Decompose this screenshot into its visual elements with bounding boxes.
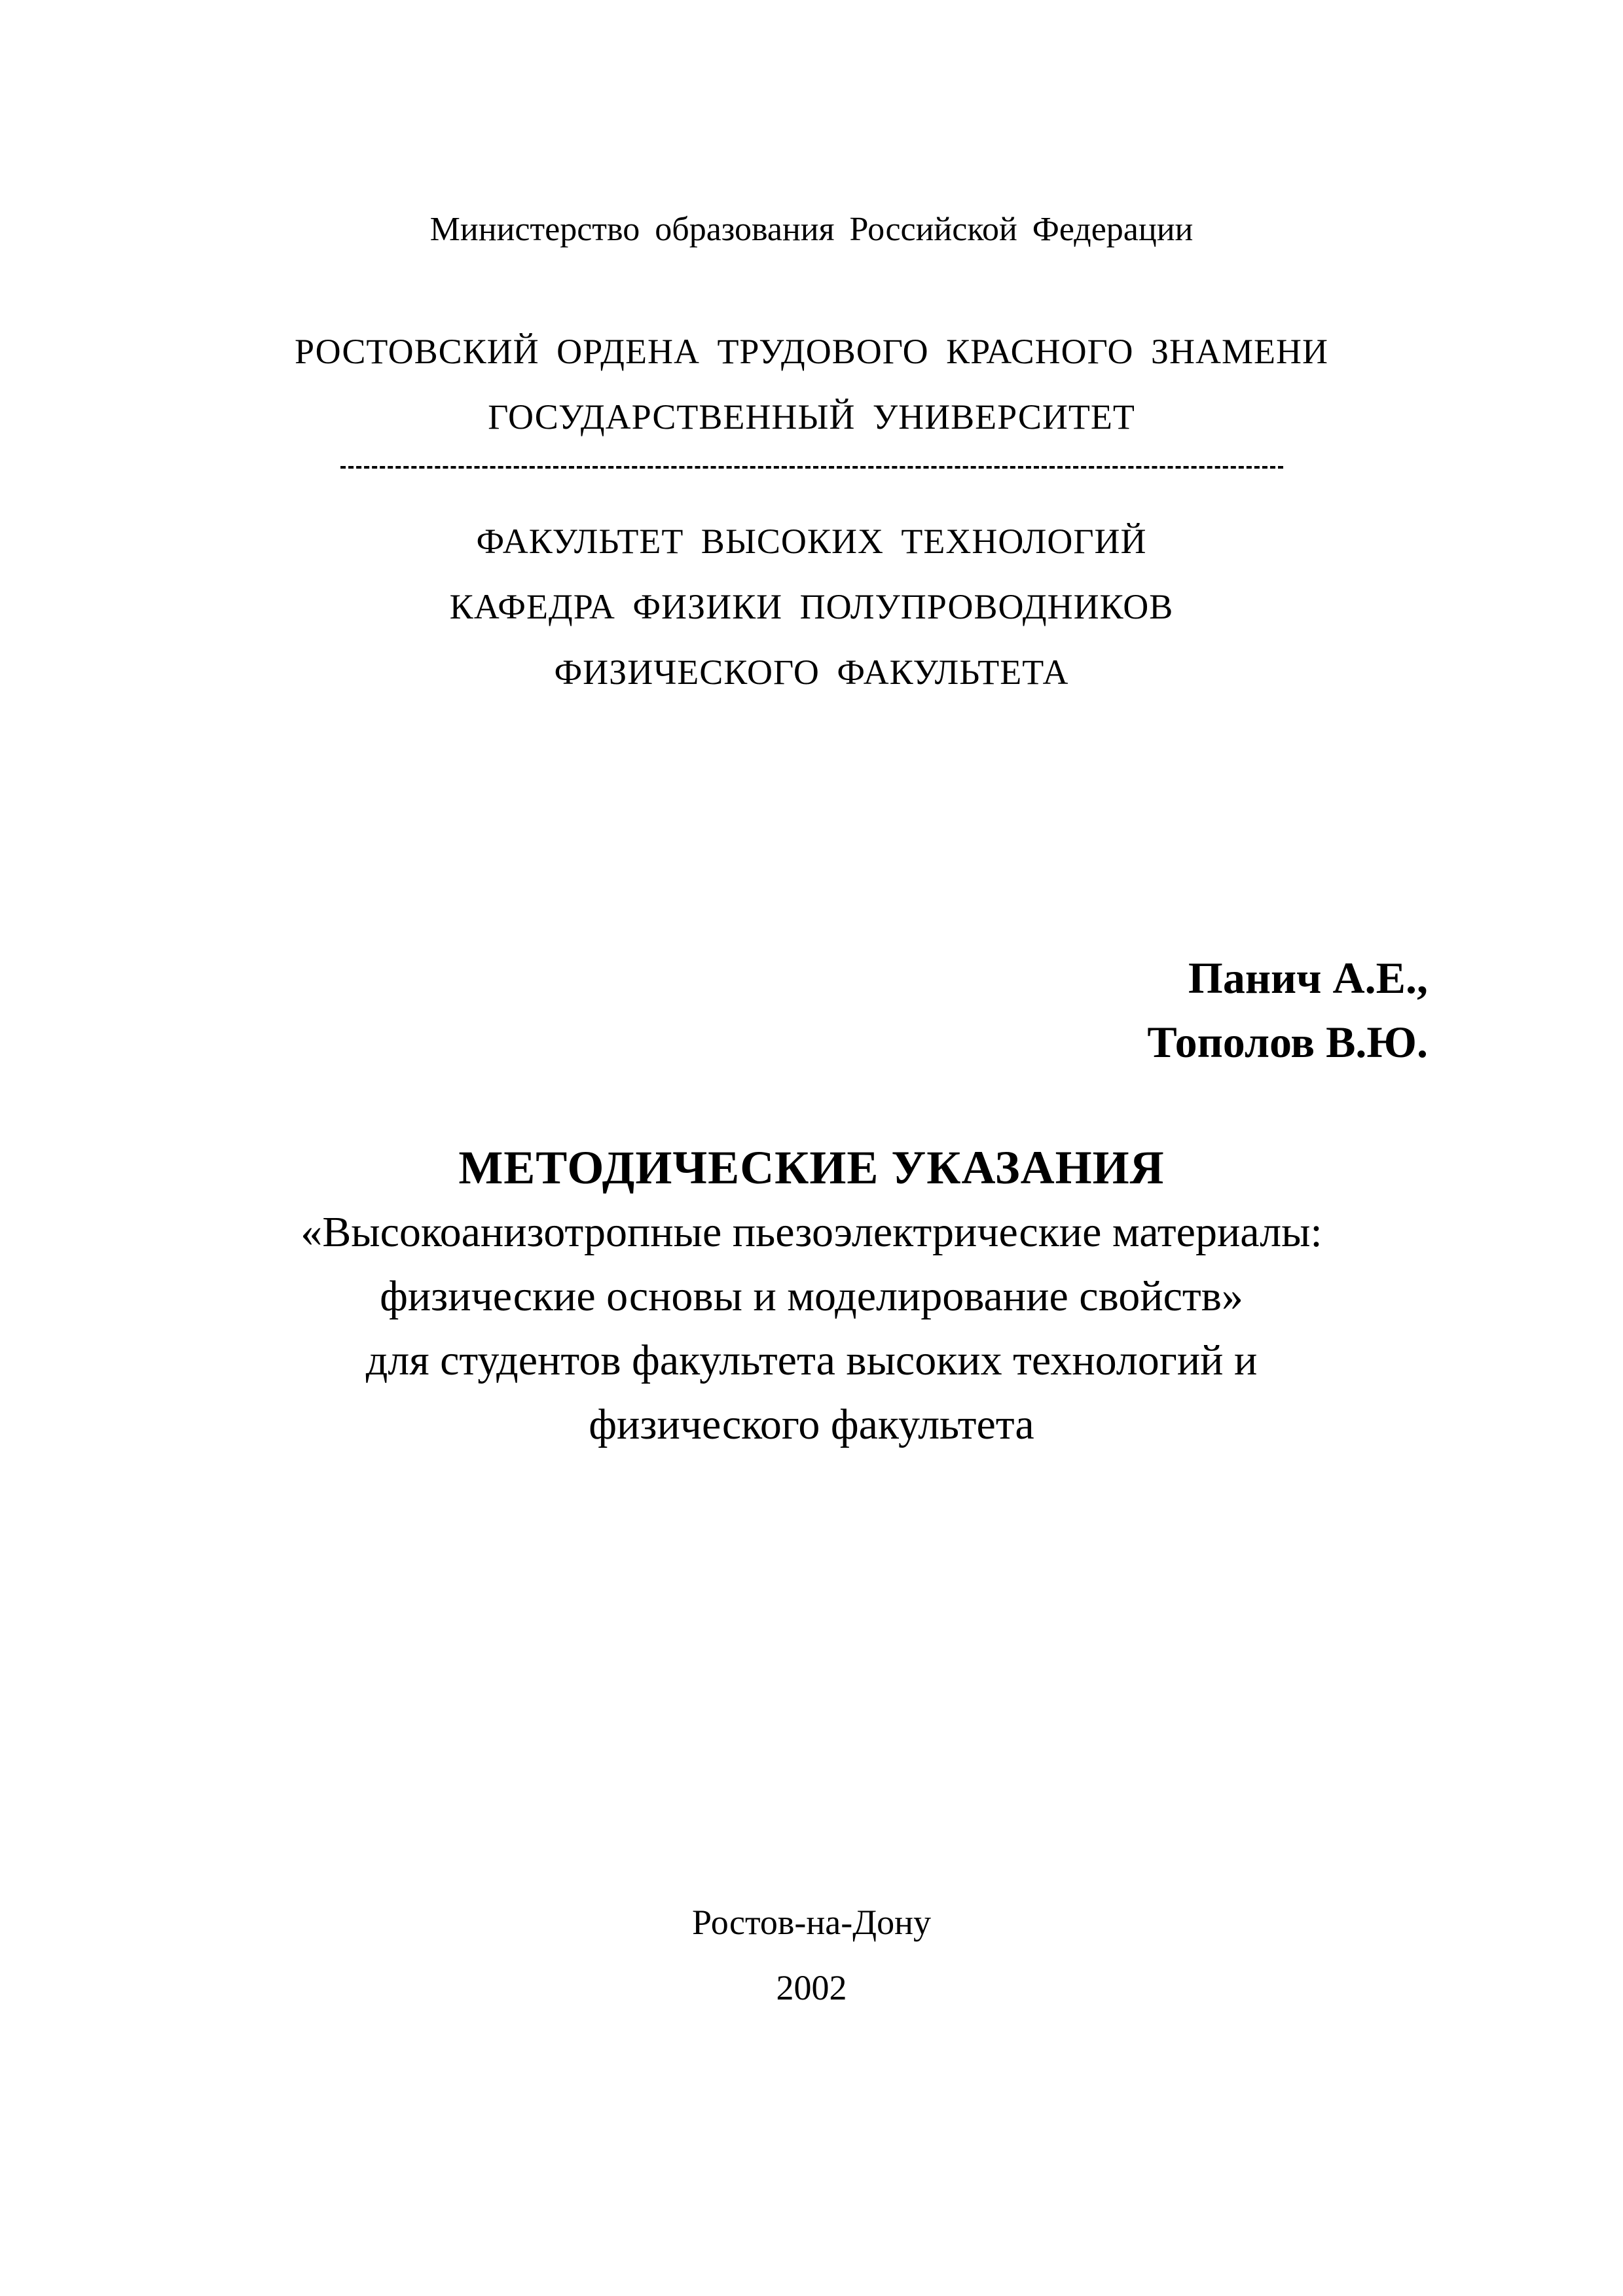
dashed-divider [340,466,1283,469]
document-title-line2: физические основы и моделирование свойств» [380,1272,1243,1320]
ministry-name: Министерство образования Российской Федерации [429,211,1194,248]
publication-city: Ростов-на-Дону [692,1903,931,1942]
university-name-line1: РОСТОВСКИЙ ОРДЕНА ТРУДОВОГО КРАСНОГО ЗНАМЕНИ [294,332,1328,371]
department-faculty: ФИЗИЧЕСКОГО ФАКУЛЬТЕТА [554,653,1069,692]
department-name: КАФЕДРА ФИЗИКИ ПОЛУПРОВОДНИКОВ [449,587,1174,626]
document-title-line3: для студентов факультета высоких технологий и [365,1336,1258,1384]
publication-year: 2002 [776,1968,847,2007]
faculty-name: ФАКУЛЬТЕТ ВЫСОКИХ ТЕХНОЛОГИЙ [476,522,1147,561]
document-title-line1: «Высокоанизотропные пьезоэлектрические материалы: [301,1208,1322,1256]
document-title-line4: физического факультета [589,1401,1034,1448]
author-2: Тополов В.Ю. [1147,1017,1428,1067]
university-name-line2: ГОСУДАРСТВЕННЫЙ УНИВЕРСИТЕТ [488,397,1135,437]
author-1: Панич А.Е., [1188,953,1428,1003]
document-type: МЕТОДИЧЕСКИЕ УКАЗАНИЯ [458,1141,1165,1194]
